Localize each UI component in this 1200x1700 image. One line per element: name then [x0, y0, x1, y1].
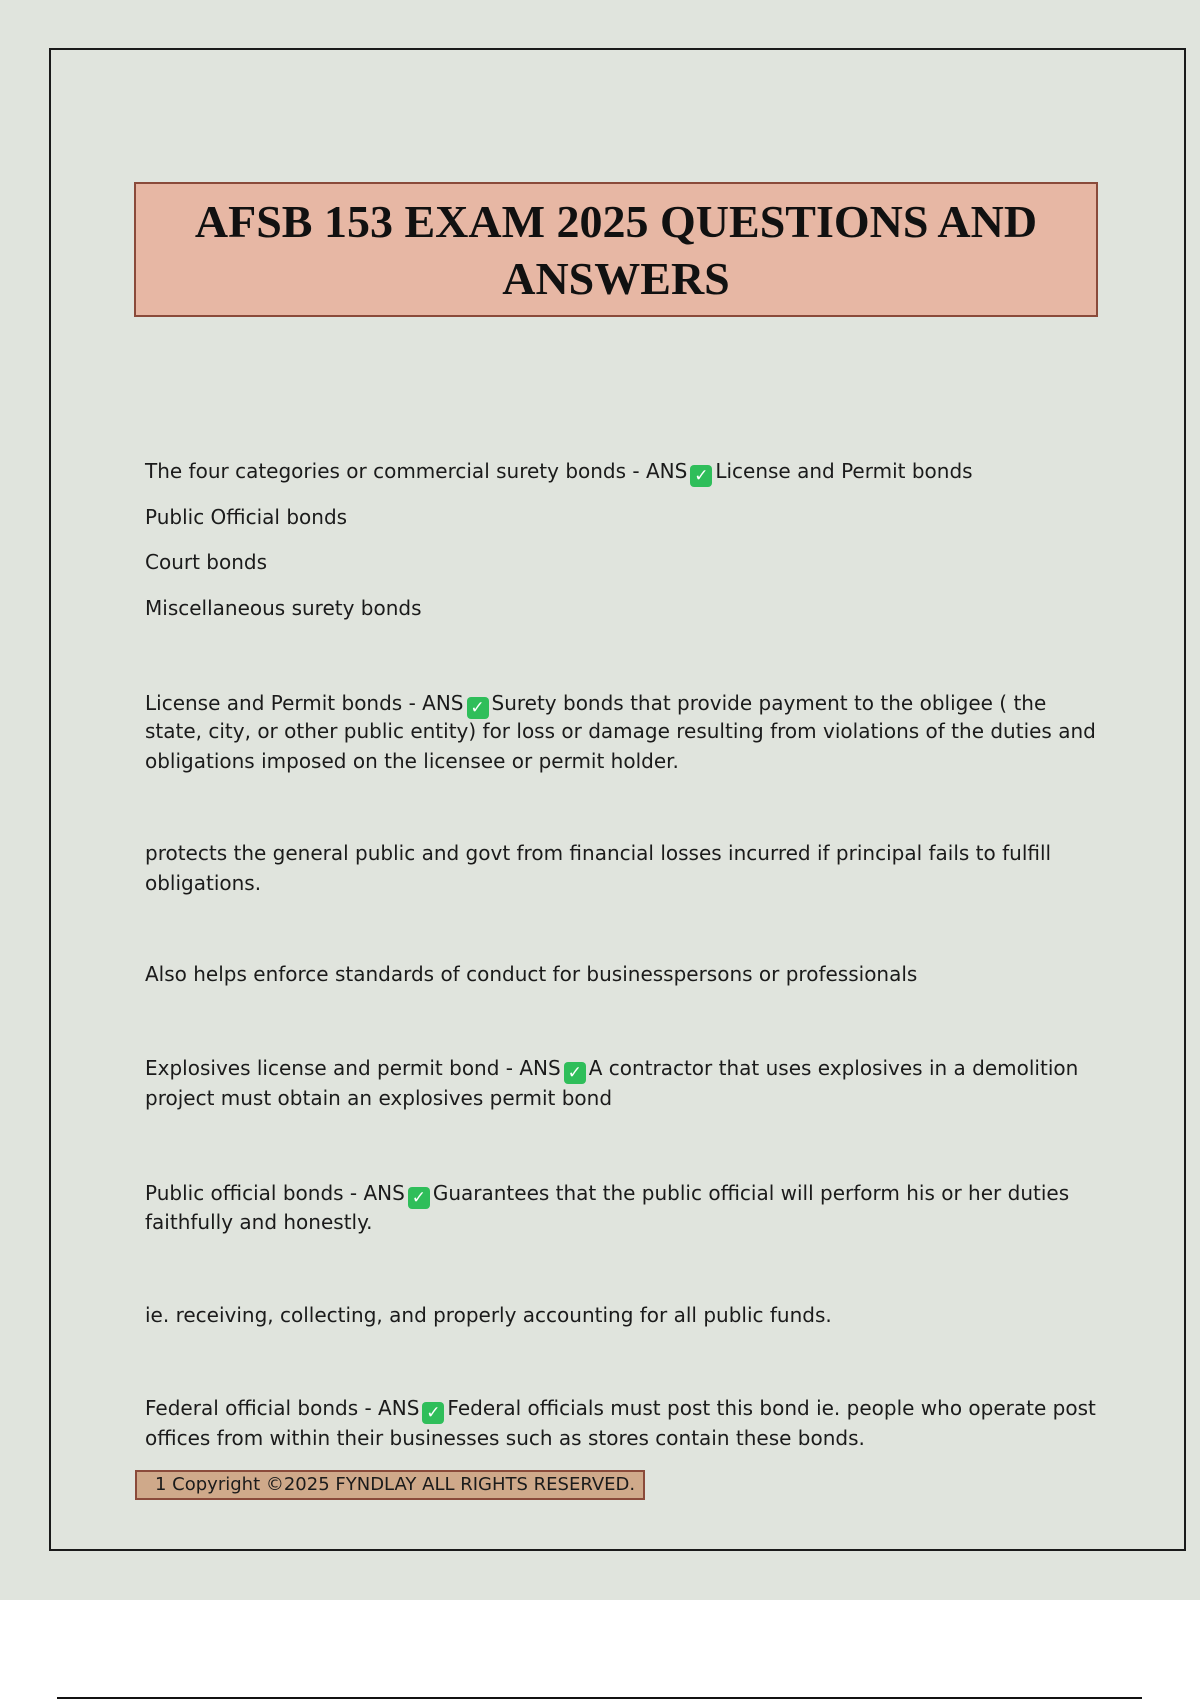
qa-line: [145, 688, 1095, 719]
answer-line: faithfully and honestly.: [145, 1210, 373, 1234]
answer-line: Court bonds: [145, 550, 268, 574]
check-mark-icon: ✓: [564, 1062, 586, 1084]
question-text: Explosives license and permit bond - ANS: [145, 1056, 561, 1080]
copyright-footer: 1 Copyright ©2025 FYNDLAY ALL RIGHTS RESERVED.: [135, 1470, 645, 1500]
check-mark-icon: ✓: [408, 1187, 430, 1209]
question-text: Federal official bonds - ANS: [145, 1396, 420, 1420]
check-mark-icon: ✓: [467, 697, 489, 719]
question-text: License and Permit bonds - ANS: [145, 691, 464, 715]
answer-text: Surety bonds that provide payment to the obligee ( the: [491, 691, 1047, 715]
answer-text: License and Permit bonds: [715, 459, 973, 483]
answer-line: offices from within their businesses such as stores contain these bonds.: [145, 1426, 865, 1450]
answer-text: Guarantees that the public official will perform his or her duties: [432, 1181, 1070, 1205]
answer-line: project must obtain an explosives permit bond: [145, 1086, 613, 1110]
qa-line: [145, 1393, 1095, 1424]
qa-line: [145, 456, 1095, 487]
qa-line: [145, 1178, 1095, 1209]
answer-text: Federal officials must post this bond ie. people who operate post: [447, 1396, 1096, 1420]
answer-line: state, city, or other public entity) for loss or damage resulting from violations of the duties and: [145, 719, 1096, 743]
question-text: The four categories or commercial surety bonds - ANS: [145, 459, 688, 483]
answer-line: protects the general public and govt from financial losses incurred if principal fails to fulfill: [145, 841, 1052, 865]
answer-line: Miscellaneous surety bonds: [145, 596, 422, 620]
check-mark-icon: ✓: [422, 1402, 444, 1424]
answer-line: ie. receiving, collecting, and properly accounting for all public funds.: [145, 1303, 832, 1327]
answer-line: obligations imposed on the licensee or permit holder.: [145, 749, 679, 773]
page-title: AFSB 153 EXAM 2025 QUESTIONS AND ANSWERS: [194, 195, 1038, 304]
check-mark-icon: ✓: [690, 465, 712, 487]
bottom-divider: [57, 1697, 1142, 1699]
question-text: Public official bonds - ANS: [145, 1181, 405, 1205]
answer-line: Public Official bonds: [145, 505, 348, 529]
answer-line: obligations.: [145, 871, 262, 895]
answer-line: Also helps enforce standards of conduct for businesspersons or professionals: [145, 962, 918, 986]
answer-text: A contractor that uses explosives in a demolition: [588, 1056, 1079, 1080]
title-banner: [134, 182, 1098, 317]
qa-line: [145, 1053, 1095, 1084]
